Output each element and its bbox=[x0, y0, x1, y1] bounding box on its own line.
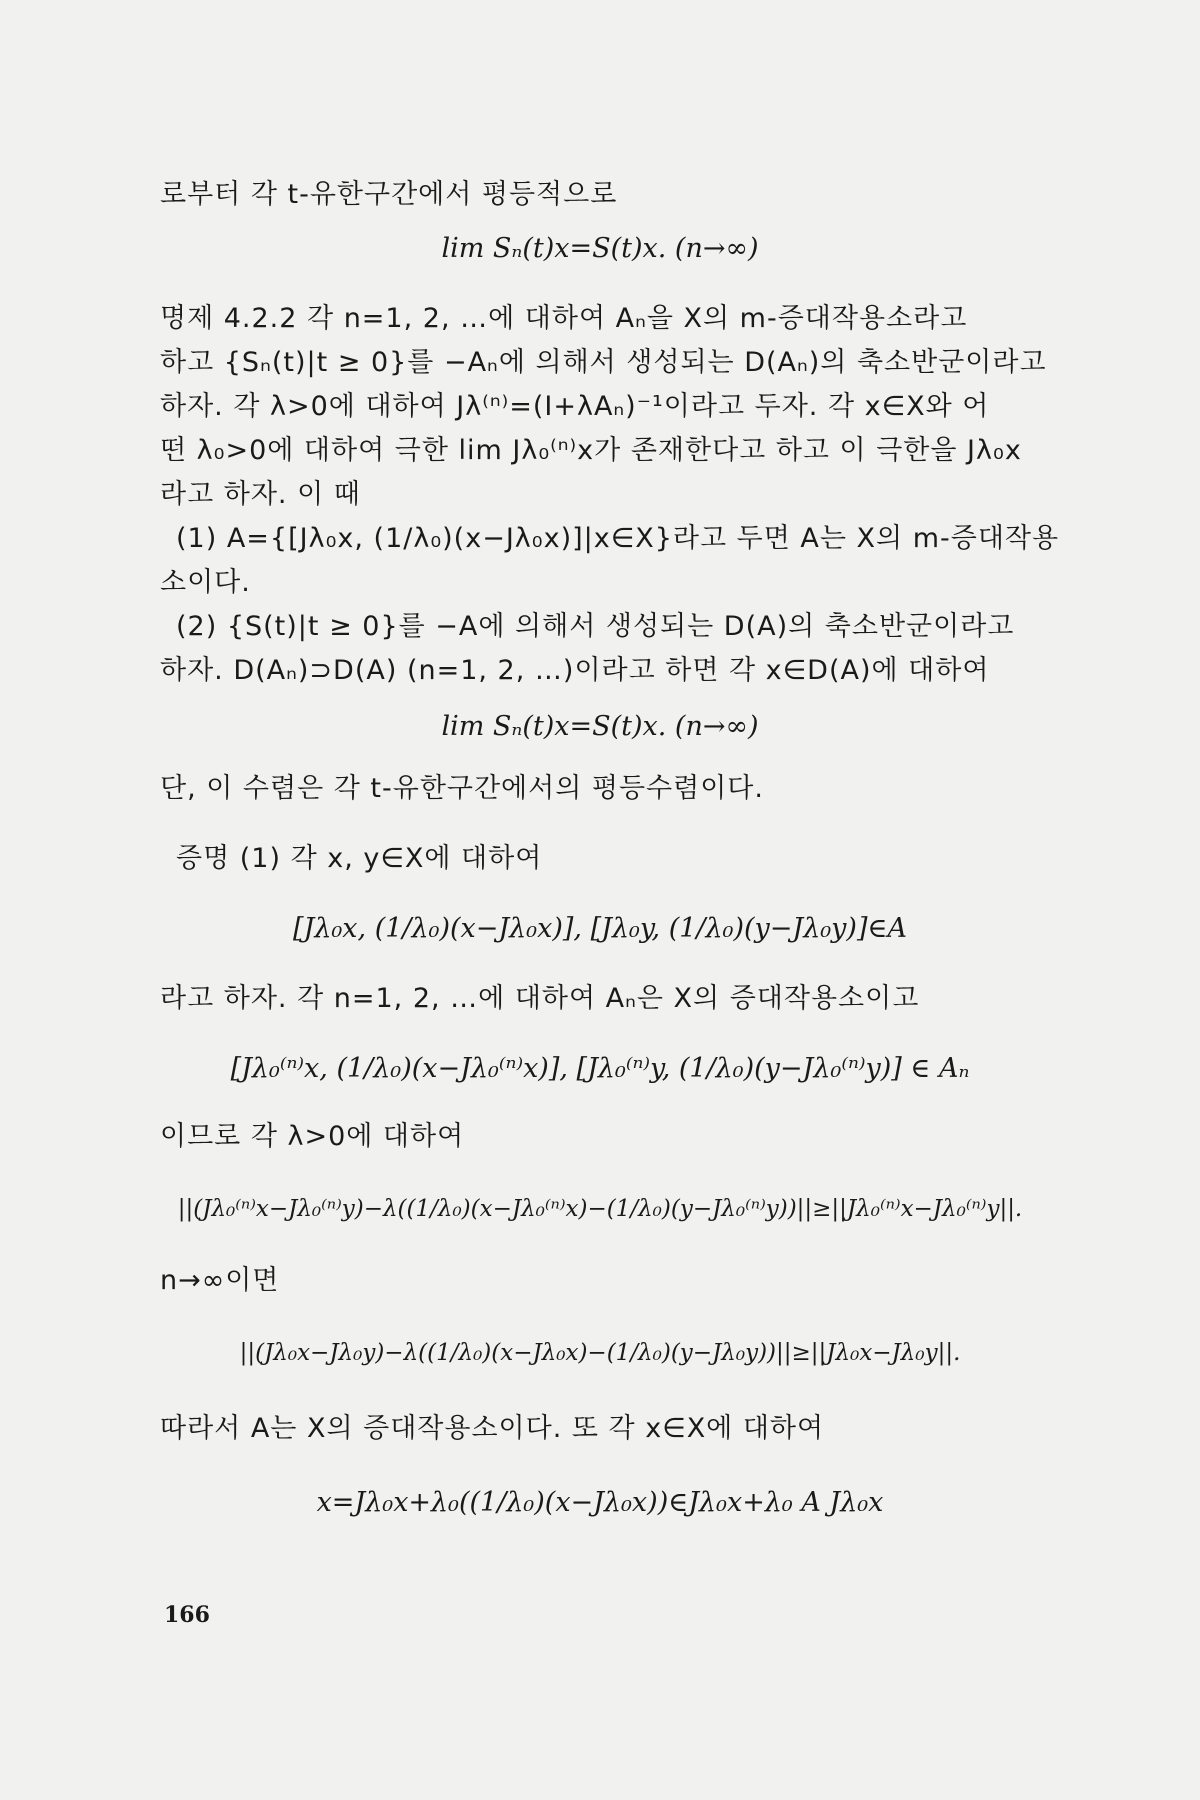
text-line: 라고 하자. 이 때 bbox=[160, 479, 361, 510]
text-line-intro: 로부터 각 t-유한구간에서 평등적으로 bbox=[160, 179, 618, 210]
text-line: 따라서 A는 X의 증대작용소이다. 또 각 x∈X에 대하여 bbox=[160, 1413, 825, 1444]
page-number: 166 bbox=[164, 1602, 210, 1628]
text-line: 단, 이 수렴은 각 t-유한구간에서의 평등수렴이다. bbox=[160, 773, 764, 804]
inequality-n: ||(Jλ₀⁽ⁿ⁾x−Jλ₀⁽ⁿ⁾y)−λ((1/λ₀)(x−Jλ₀⁽ⁿ⁾x)−(1/λ₀)(y−Jλ₀⁽ⁿ⁾y))||≥||Jλ₀⁽ⁿ⁾x−Jλ₀⁽ⁿ⁾y||. bbox=[177, 1196, 1023, 1222]
proposition-heading-line: 명제 4.2.2 각 n=1, 2, …에 대하여 Aₙ을 X의 m-증대작용소라고 bbox=[160, 303, 968, 334]
text-line: 하자. 각 λ>0에 대하여 Jλ⁽ⁿ⁾=(I+λAₙ)⁻¹이라고 두자. 각 x∈X와 어 bbox=[160, 391, 990, 422]
inequality-limit: ||(Jλ₀x−Jλ₀y)−λ((1/λ₀)(x−Jλ₀x)−(1/λ₀)(y−Jλ₀y))||≥||Jλ₀x−Jλ₀y||. bbox=[239, 1340, 961, 1366]
text-line: 라고 하자. 각 n=1, 2, …에 대하여 Aₙ은 X의 증대작용소이고 bbox=[160, 983, 920, 1014]
item-1-line: (1) A={[Jλ₀x, (1/λ₀)(x−Jλ₀x)]|x∈X}라고 두면 A는 X의 m-증대작용 bbox=[176, 523, 1060, 554]
text-line: 하자. D(Aₙ)⊃D(A) (n=1, 2, …)이라고 하면 각 x∈D(A)에 대하여 bbox=[160, 655, 990, 686]
equation-pair-A: [Jλ₀x, (1/λ₀)(x−Jλ₀x)], [Jλ₀y, (1/λ₀)(y−Jλ₀y)]∈A bbox=[293, 913, 907, 944]
item-2-line: (2) {S(t)|t ≥ 0}를 −A에 의해서 생성되는 D(A)의 축소반군이라고 bbox=[176, 611, 1015, 642]
equation-limit-2: lim Sₙ(t)x=S(t)x. (n→∞) bbox=[441, 711, 759, 742]
equation-limit-1: lim Sₙ(t)x=S(t)x. (n→∞) bbox=[441, 233, 759, 264]
text-line: 소이다. bbox=[160, 567, 251, 598]
equation-final: x=Jλ₀x+λ₀((1/λ₀)(x−Jλ₀x))∈Jλ₀x+λ₀ A Jλ₀x bbox=[316, 1487, 884, 1518]
equation-pair-An: [Jλ₀⁽ⁿ⁾x, (1/λ₀)(x−Jλ₀⁽ⁿ⁾x)], [Jλ₀⁽ⁿ⁾y, (1/λ₀)(y−Jλ₀⁽ⁿ⁾y)] ∈ Aₙ bbox=[230, 1053, 970, 1084]
text-line: 이므로 각 λ>0에 대하여 bbox=[160, 1121, 465, 1152]
proof-heading-line: 증명 (1) 각 x, y∈X에 대하여 bbox=[176, 843, 543, 874]
text-line: 하고 {Sₙ(t)|t ≥ 0}를 −Aₙ에 의해서 생성되는 D(Aₙ)의 축소반군이라고 bbox=[160, 347, 1047, 378]
text-line: n→∞이면 bbox=[160, 1265, 280, 1296]
text-line: 떤 λ₀>0에 대하여 극한 lim Jλ₀⁽ⁿ⁾x가 존재한다고 하고 이 극한을 Jλ₀x bbox=[160, 435, 1022, 466]
